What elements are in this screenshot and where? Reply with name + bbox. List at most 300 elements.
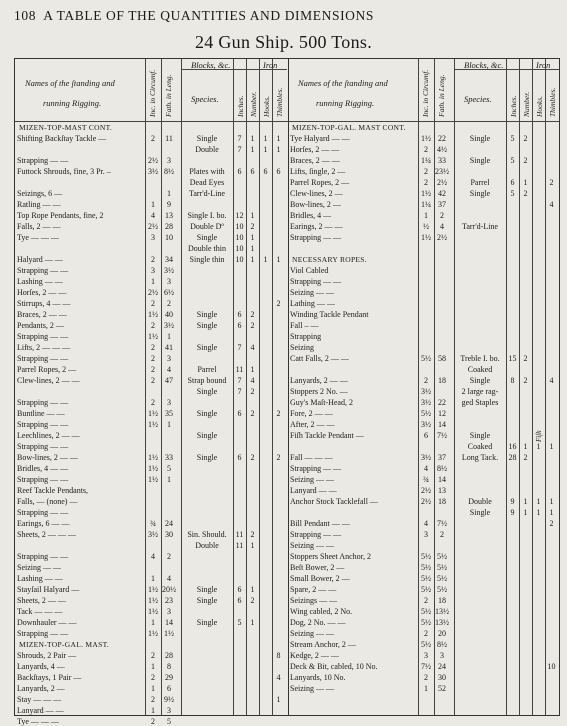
left-fath-cell: 34 — [165, 255, 173, 264]
left-hook-cell: 6 — [263, 167, 268, 176]
right-fath-cell: 2 — [440, 530, 444, 539]
right-species-cell: Tarr'd-Line — [462, 222, 498, 231]
right-inch-cell: 9 — [510, 497, 515, 506]
left-species-cell: Sin. Should. — [187, 530, 227, 539]
right-inch-cell: 9 — [510, 508, 515, 517]
left-row-name: Strapping — — — [17, 398, 69, 407]
right-num-cell: 2 — [523, 189, 528, 198]
left-circ-cell: 2 — [151, 343, 155, 352]
right-row-name: Fiſh Tackle Pendant — — [290, 431, 364, 440]
column-rule — [259, 59, 260, 715]
right-fath-cell: 4 — [440, 222, 444, 231]
right-row-name: Beſt Bower, 2 — — [290, 563, 345, 572]
left-inch-cell: 12 — [235, 211, 244, 220]
number-header: Number. — [249, 91, 258, 117]
circ-header: Inc. in Circumf. — [148, 69, 157, 117]
left-row-name: Tye — — — — [17, 233, 59, 242]
left-row-name: Braces, 2 — — — [17, 310, 67, 319]
right-inch-cell: 28 — [508, 453, 517, 462]
left-circ-cell: 4 — [151, 552, 155, 561]
left-circ-cell: 2 — [151, 365, 155, 374]
fath-header: Fath. in Leng. — [437, 74, 446, 117]
right-circ-cell: 5½ — [421, 607, 431, 616]
left-species-cell: Single — [196, 321, 218, 330]
blocks-header: Blocks, &c. — [464, 60, 504, 70]
right-row-name: Lanyards, 2 — — — [290, 376, 348, 385]
left-fath-cell: 9½ — [164, 695, 174, 704]
right-circ-cell: 6 — [424, 431, 428, 440]
left-fath-cell: 3½ — [164, 266, 174, 275]
left-row-name: Lashing — — — [17, 574, 63, 583]
left-thim-cell: 2 — [276, 299, 281, 308]
rigging-table — [14, 58, 560, 726]
right-fath-cell: 14 — [438, 420, 446, 429]
right-fath-cell: 23½ — [435, 167, 449, 176]
right-row-name: Strapping — — — [290, 233, 342, 242]
left-row-name: Strapping — — — [17, 508, 69, 517]
left-circ-cell: 1 — [151, 574, 155, 583]
right-num-cell: 1 — [523, 442, 528, 451]
left-circ-cell: 2 — [151, 255, 155, 264]
right-circ-cell: 5½ — [421, 640, 431, 649]
left-row-name: Clew-lines, 2 — — — [17, 376, 80, 385]
right-fath-cell: 7½ — [437, 519, 447, 528]
left-circ-cell: 2½ — [148, 288, 158, 297]
iron-rule — [532, 69, 560, 70]
names-header-2: running Rigging. — [43, 98, 102, 108]
left-row-name: Falls, 2 — — — [17, 222, 61, 231]
left-circ-cell: 1½ — [148, 585, 158, 594]
right-species-cell: ged Staples — [461, 398, 499, 407]
left-inch-cell: 11 — [235, 530, 244, 539]
left-row-name: Strapping — — — [17, 442, 69, 451]
right-row-name: Kedge, 2 — — — [290, 651, 339, 660]
left-fath-cell: 3 — [167, 277, 171, 286]
right-circ-cell: 2½ — [421, 497, 431, 506]
right-fath-cell: 8½ — [437, 640, 447, 649]
right-fath-cell: 24 — [438, 662, 446, 671]
right-hook-cell: 1 — [536, 497, 541, 506]
right-circ-cell: 3½ — [421, 420, 431, 429]
right-species-cell: Coaked — [467, 442, 493, 451]
right-row-name: Guy's Maſt-Head, 2 — [290, 398, 353, 407]
right-circ-cell: 5½ — [421, 409, 431, 418]
left-row-name: Halyard — — — [17, 255, 63, 264]
left-row-name: Seizings, 6 — — [17, 189, 63, 198]
page-number: 108 — [14, 8, 37, 23]
right-row-name: Bridles, 4 — — [290, 211, 332, 220]
right-circ-cell: 3 — [424, 530, 428, 539]
right-fath-cell: 14 — [438, 475, 446, 484]
left-inch-cell: 5 — [237, 618, 242, 627]
right-fath-cell: 18 — [438, 376, 446, 385]
left-row-name: Lifts, 2 — — — — [17, 343, 71, 352]
right-row-name: Earings, 2 — — — [290, 222, 343, 231]
right-fath-cell: 12 — [438, 409, 446, 418]
right-row-name: Lanyard — — — [290, 486, 337, 495]
left-inch-cell: 7 — [237, 134, 242, 143]
left-row-name: Ratling — — — [17, 200, 61, 209]
right-fath-cell: 37 — [438, 453, 446, 462]
right-circ-cell: 5½ — [421, 585, 431, 594]
left-fath-cell: 3½ — [164, 321, 174, 330]
left-species-cell: Dead Eyes — [189, 178, 225, 187]
names-header: Names of the ſtanding and — [25, 78, 115, 88]
hooks-header: Hooks. — [535, 95, 544, 117]
right-thim-cell: 2 — [549, 519, 554, 528]
right-row-name: Strapping — — — [290, 530, 342, 539]
left-fath-cell: 9 — [167, 200, 171, 209]
right-fath-cell: 2 — [440, 211, 444, 220]
right-species-cell: 2 large rag- — [461, 387, 499, 396]
left-hook-cell: 1 — [263, 255, 268, 264]
left-circ-cell: 1½ — [148, 310, 158, 319]
left-row-name: Buntline — — — [17, 409, 65, 418]
left-circ-cell: 2 — [151, 354, 155, 363]
right-thim-cell: 1 — [549, 508, 554, 517]
left-row-name: Lashing — — — [17, 277, 63, 286]
left-species-cell: Single — [196, 233, 218, 242]
right-fath-cell: 42 — [438, 189, 446, 198]
left-fath-cell: 40 — [165, 310, 173, 319]
left-num-cell: 1 — [250, 134, 255, 143]
iron-rule — [259, 69, 287, 70]
right-circ-cell: 1½ — [421, 134, 431, 143]
right-circ-cell: 5½ — [421, 552, 431, 561]
left-row-name: Reef Tackle Pendants, — [17, 486, 89, 495]
right-row-name: Seizing — — — [290, 629, 334, 638]
left-fath-cell: 3 — [167, 354, 171, 363]
right-circ-cell: ½ — [423, 222, 429, 231]
right-row-name: Fall — — — — [290, 453, 333, 462]
left-circ-cell: 1 — [151, 618, 155, 627]
right-circ-cell: 3½ — [421, 398, 431, 407]
right-inch-cell: 8 — [510, 376, 515, 385]
left-num-cell: 1 — [250, 211, 255, 220]
left-circ-cell: 2 — [151, 695, 155, 704]
left-circ-cell: 1½ — [148, 475, 158, 484]
left-species-cell: Double — [195, 541, 219, 550]
thimbles-header: Thimbles. — [275, 87, 284, 117]
left-num-cell: 2 — [250, 453, 255, 462]
left-fath-cell: 5 — [167, 464, 171, 473]
left-row-name: Futtock Shrouds, fine, 3 Pr. – — [17, 167, 111, 176]
left-thim-cell: 8 — [276, 651, 281, 660]
species-header: Species. — [191, 94, 219, 104]
running-header — [14, 8, 374, 24]
left-row-name: Bridles, 4 — — — [17, 464, 69, 473]
left-fath-cell: 1 — [167, 189, 171, 198]
right-row-name: Spare, 2 — — — [290, 585, 337, 594]
left-circ-cell: 1½ — [148, 607, 158, 616]
right-circ-cell: 5½ — [421, 618, 431, 627]
left-inch-cell: 11 — [235, 365, 244, 374]
left-row-name: Lanyards, 2 — — [17, 684, 65, 693]
left-circ-cell: 1 — [151, 684, 155, 693]
right-species-cell: Single — [469, 189, 491, 198]
right-species-cell: Coaked — [467, 365, 493, 374]
left-fath-cell: 8 — [167, 662, 171, 671]
right-row-name: Wing cabled, 2 No. — [290, 607, 353, 616]
page-subtitle: 24 Gun Ship. 500 Tons. — [194, 32, 373, 52]
left-species-cell: Plates with — [189, 167, 225, 176]
right-row-name: Strapping — — — [290, 277, 342, 286]
left-row-name: Falls, — (none) — — [17, 497, 78, 506]
left-num-cell: 1 — [250, 244, 255, 253]
column-rule — [272, 59, 273, 715]
left-fath-cell: 4 — [167, 365, 171, 374]
left-row-name: Stay — — — — [17, 695, 62, 704]
left-species-cell: Double thin — [188, 244, 226, 253]
right-row-name: Lifts, ſingle, 2 — — [290, 167, 346, 176]
left-row-name: Stirrups, 4 — — — [17, 299, 71, 308]
right-circ-cell: 2 — [424, 145, 428, 154]
right-hook-cell: 1 — [536, 508, 541, 517]
left-fath-cell: 8½ — [164, 167, 174, 176]
right-row-name: After, 2 — — — [290, 420, 335, 429]
inches-header: Inches. — [509, 95, 518, 117]
left-circ-cell: 4 — [151, 211, 155, 220]
left-fath-cell: 29 — [165, 673, 173, 682]
right-row-name: Seizing — [290, 343, 314, 352]
left-fath-cell: 14 — [165, 618, 173, 627]
left-species-cell: Single — [196, 618, 218, 627]
left-inch-cell: 10 — [235, 233, 244, 242]
blocks-header: Blocks, &c. — [191, 60, 231, 70]
inches-header: Inches. — [236, 95, 245, 117]
left-species-cell: Single — [196, 134, 218, 143]
left-circ-cell: 1½ — [148, 629, 158, 638]
left-hook-cell: 1 — [263, 145, 268, 154]
right-hook-cell: 1 — [536, 442, 541, 451]
right-row-name: Deck & Bit, cabled, 10 No. — [290, 662, 378, 671]
left-num-cell: 2 — [250, 222, 255, 231]
left-row-name: Strapping — — — [17, 420, 69, 429]
blocks-rule — [454, 69, 532, 70]
left-num-cell: 2 — [250, 596, 255, 605]
right-fath-cell: 37 — [438, 200, 446, 209]
left-row-name: Strapping — — — [17, 332, 69, 341]
left-fath-cell: 10 — [165, 233, 173, 242]
right-fath-cell: 22 — [438, 134, 446, 143]
left-row-name: Lanyard — — — [17, 706, 64, 715]
left-row-name: Sheets, 2 — — — — [17, 530, 76, 539]
left-inch-cell: 10 — [235, 255, 244, 264]
right-circ-cell: 2 — [424, 596, 428, 605]
left-circ-cell: 2½ — [148, 222, 158, 231]
right-num-cell: 1 — [523, 178, 528, 187]
left-species-cell: Single — [196, 343, 218, 352]
right-species-cell: Long Tack. — [461, 453, 499, 462]
left-circ-cell: 1½ — [148, 332, 158, 341]
left-row-name: Horſes, 2 — — — [17, 288, 67, 297]
left-circ-cell: 2 — [151, 398, 155, 407]
right-circ-cell: 2 — [424, 673, 428, 682]
left-row-name: Earings, 6 — — — [17, 519, 70, 528]
species-header: Species. — [464, 94, 492, 104]
right-species-cell: Single — [469, 508, 491, 517]
right-circ-cell: 1 — [424, 211, 428, 220]
right-row-name: Anchor Stock Tacklefall — — [290, 497, 378, 506]
right-circ-cell: 2 — [424, 178, 428, 187]
right-row-name: Clew-lines, 2 — — [290, 189, 343, 198]
left-inch-cell: 10 — [235, 222, 244, 231]
iron-header: Iron — [263, 60, 278, 70]
fish-label: Fiſh — [535, 430, 543, 442]
right-thim-cell: 10 — [547, 662, 556, 671]
left-num-cell: 6 — [250, 167, 255, 176]
left-fath-cell: 4 — [167, 574, 171, 583]
left-species-cell: Single — [196, 431, 218, 440]
left-num-cell: 2 — [250, 530, 255, 539]
right-row-name: Viol Cabled — [290, 266, 329, 275]
left-inch-cell: 6 — [237, 585, 242, 594]
left-fath-cell: 13 — [165, 211, 173, 220]
column-rule — [532, 59, 533, 715]
left-num-cell: 2 — [250, 310, 255, 319]
right-species-cell: Double — [468, 497, 492, 506]
left-fath-cell: 33 — [165, 453, 173, 462]
right-row-name: Fore, 2 — — — [290, 409, 333, 418]
right-circ-cell: 3½ — [421, 453, 431, 462]
blocks-rule — [181, 69, 259, 70]
left-circ-cell: 2 — [151, 376, 155, 385]
right-species-cell: Single — [469, 156, 491, 165]
right-fath-cell: 5½ — [437, 574, 447, 583]
left-thim-cell: 1 — [276, 255, 281, 264]
left-fath-cell: 23 — [165, 596, 173, 605]
left-fath-cell: 3 — [167, 156, 171, 165]
left-circ-cell: 3 — [151, 233, 155, 242]
left-fath-cell: 6 — [167, 684, 171, 693]
right-circ-cell: 7½ — [421, 662, 431, 671]
left-row-name: Strapping — — — [17, 354, 69, 363]
left-row-name: Leechlines, 2 — — — [17, 431, 80, 440]
column-rule — [545, 59, 546, 715]
left-thim-cell: 2 — [276, 409, 281, 418]
right-fath-cell: 18 — [438, 596, 446, 605]
right-fath-cell: 58 — [438, 354, 446, 363]
left-row-name: Bow-lines, 2 — — — [17, 453, 78, 462]
right-row-name: Seizing — — — [290, 684, 334, 693]
left-num-cell: 1 — [250, 365, 255, 374]
right-fath-cell: 7½ — [437, 431, 447, 440]
right-num-cell: 1 — [523, 497, 528, 506]
left-species-cell: Single thin — [189, 255, 225, 264]
right-row-name: Braces, 2 — — — [290, 156, 340, 165]
left-fath-cell: 1½ — [164, 629, 174, 638]
left-species-cell: Double — [195, 145, 219, 154]
right-thim-cell: 4 — [549, 376, 554, 385]
left-num-cell: 1 — [250, 233, 255, 242]
circ-header: Inc. in Circumf. — [421, 69, 430, 117]
left-row-name: Shrouds, 2 Pair — — [17, 651, 77, 660]
names-header-2: running Rigging. — [316, 98, 375, 108]
left-thim-cell: 1 — [276, 145, 281, 154]
right-fath-cell: 2½ — [437, 233, 447, 242]
right-species-cell: Single — [469, 134, 491, 143]
right-inch-cell: 5 — [510, 189, 515, 198]
right-row-name: MIZEN-TOP-GAL. MAST CONT. — [292, 123, 406, 132]
left-hook-cell: 1 — [263, 134, 268, 143]
left-circ-cell: 2 — [151, 717, 155, 726]
right-fath-cell: 52 — [438, 684, 446, 693]
right-fath-cell: 4½ — [437, 145, 447, 154]
left-species-cell: Single — [196, 596, 218, 605]
right-fath-cell: 5½ — [437, 585, 447, 594]
right-row-name: Small Bower, 2 — — [290, 574, 350, 583]
right-row-name: Stoppers Sheet Anchor, 2 — [290, 552, 372, 561]
right-circ-cell: 1¼ — [421, 156, 431, 165]
left-fath-cell: 28 — [165, 222, 173, 231]
names-header: Names of the ſtanding and — [298, 78, 388, 88]
left-fath-cell: 1 — [167, 332, 171, 341]
right-row-name: Stoppers 2 No. — — [290, 387, 348, 396]
fath-header: Fath. in Leng. — [164, 74, 173, 117]
left-fath-cell: 1 — [167, 475, 171, 484]
left-inch-cell: 6 — [237, 167, 242, 176]
right-num-cell: 2 — [523, 134, 528, 143]
left-species-cell: Single — [196, 310, 218, 319]
left-row-name: Top Rope Pendants, fine, 2 — [17, 211, 104, 220]
left-circ-cell: 2 — [151, 651, 155, 660]
right-inch-cell: 5 — [510, 134, 515, 143]
left-inch-cell: 7 — [237, 145, 242, 154]
right-fath-cell: 30 — [438, 673, 446, 682]
left-fath-cell: 20½ — [162, 585, 176, 594]
left-species-cell: Single I. bo. — [187, 211, 227, 220]
left-circ-cell: 3½ — [148, 167, 158, 176]
left-fath-cell: 47 — [165, 376, 173, 385]
right-row-name: Seizing — — — [290, 541, 334, 550]
left-fath-cell: 2 — [167, 299, 171, 308]
left-num-cell: 1 — [250, 585, 255, 594]
right-fath-cell: 5½ — [437, 563, 447, 572]
left-inch-cell: 6 — [237, 596, 242, 605]
right-fath-cell: 18 — [438, 497, 446, 506]
left-circ-cell: 1½ — [148, 420, 158, 429]
left-species-cell: Single — [196, 387, 218, 396]
right-fath-cell: 33 — [438, 156, 446, 165]
left-num-cell: 1 — [250, 255, 255, 264]
right-fath-cell: 13 — [438, 486, 446, 495]
left-circ-cell: 3½ — [148, 530, 158, 539]
right-fath-cell: 20 — [438, 629, 446, 638]
left-row-name: Tack — — — — [17, 607, 63, 616]
right-num-cell: 2 — [523, 453, 528, 462]
right-circ-cell: 4 — [424, 464, 428, 473]
right-num-cell: 2 — [523, 376, 528, 385]
right-circ-cell: 1½ — [421, 233, 431, 242]
thimbles-header: Thimbles. — [548, 87, 557, 117]
left-row-name: Stayſail Halyard — — [17, 585, 80, 594]
left-inch-cell: 6 — [237, 453, 242, 462]
right-inch-cell: 5 — [510, 156, 515, 165]
right-num-cell: 2 — [523, 156, 528, 165]
right-fath-cell: 8½ — [437, 464, 447, 473]
left-row-name: Backſtays, 1 Pair — — [17, 673, 82, 682]
right-fath-cell: 2½ — [437, 178, 447, 187]
left-circ-cell: 3 — [151, 266, 155, 275]
left-species-cell: Single — [196, 585, 218, 594]
right-circ-cell: ¾ — [423, 475, 429, 484]
left-row-name: Seizing — — — [17, 563, 61, 572]
right-row-name: Seizing — — — [290, 475, 334, 484]
left-fath-cell: 35 — [165, 409, 173, 418]
right-row-name: Parrel Ropes, 2 — — [290, 178, 350, 187]
left-circ-cell: 1½ — [148, 596, 158, 605]
right-row-name: Tye Halyard — — — [290, 134, 350, 143]
